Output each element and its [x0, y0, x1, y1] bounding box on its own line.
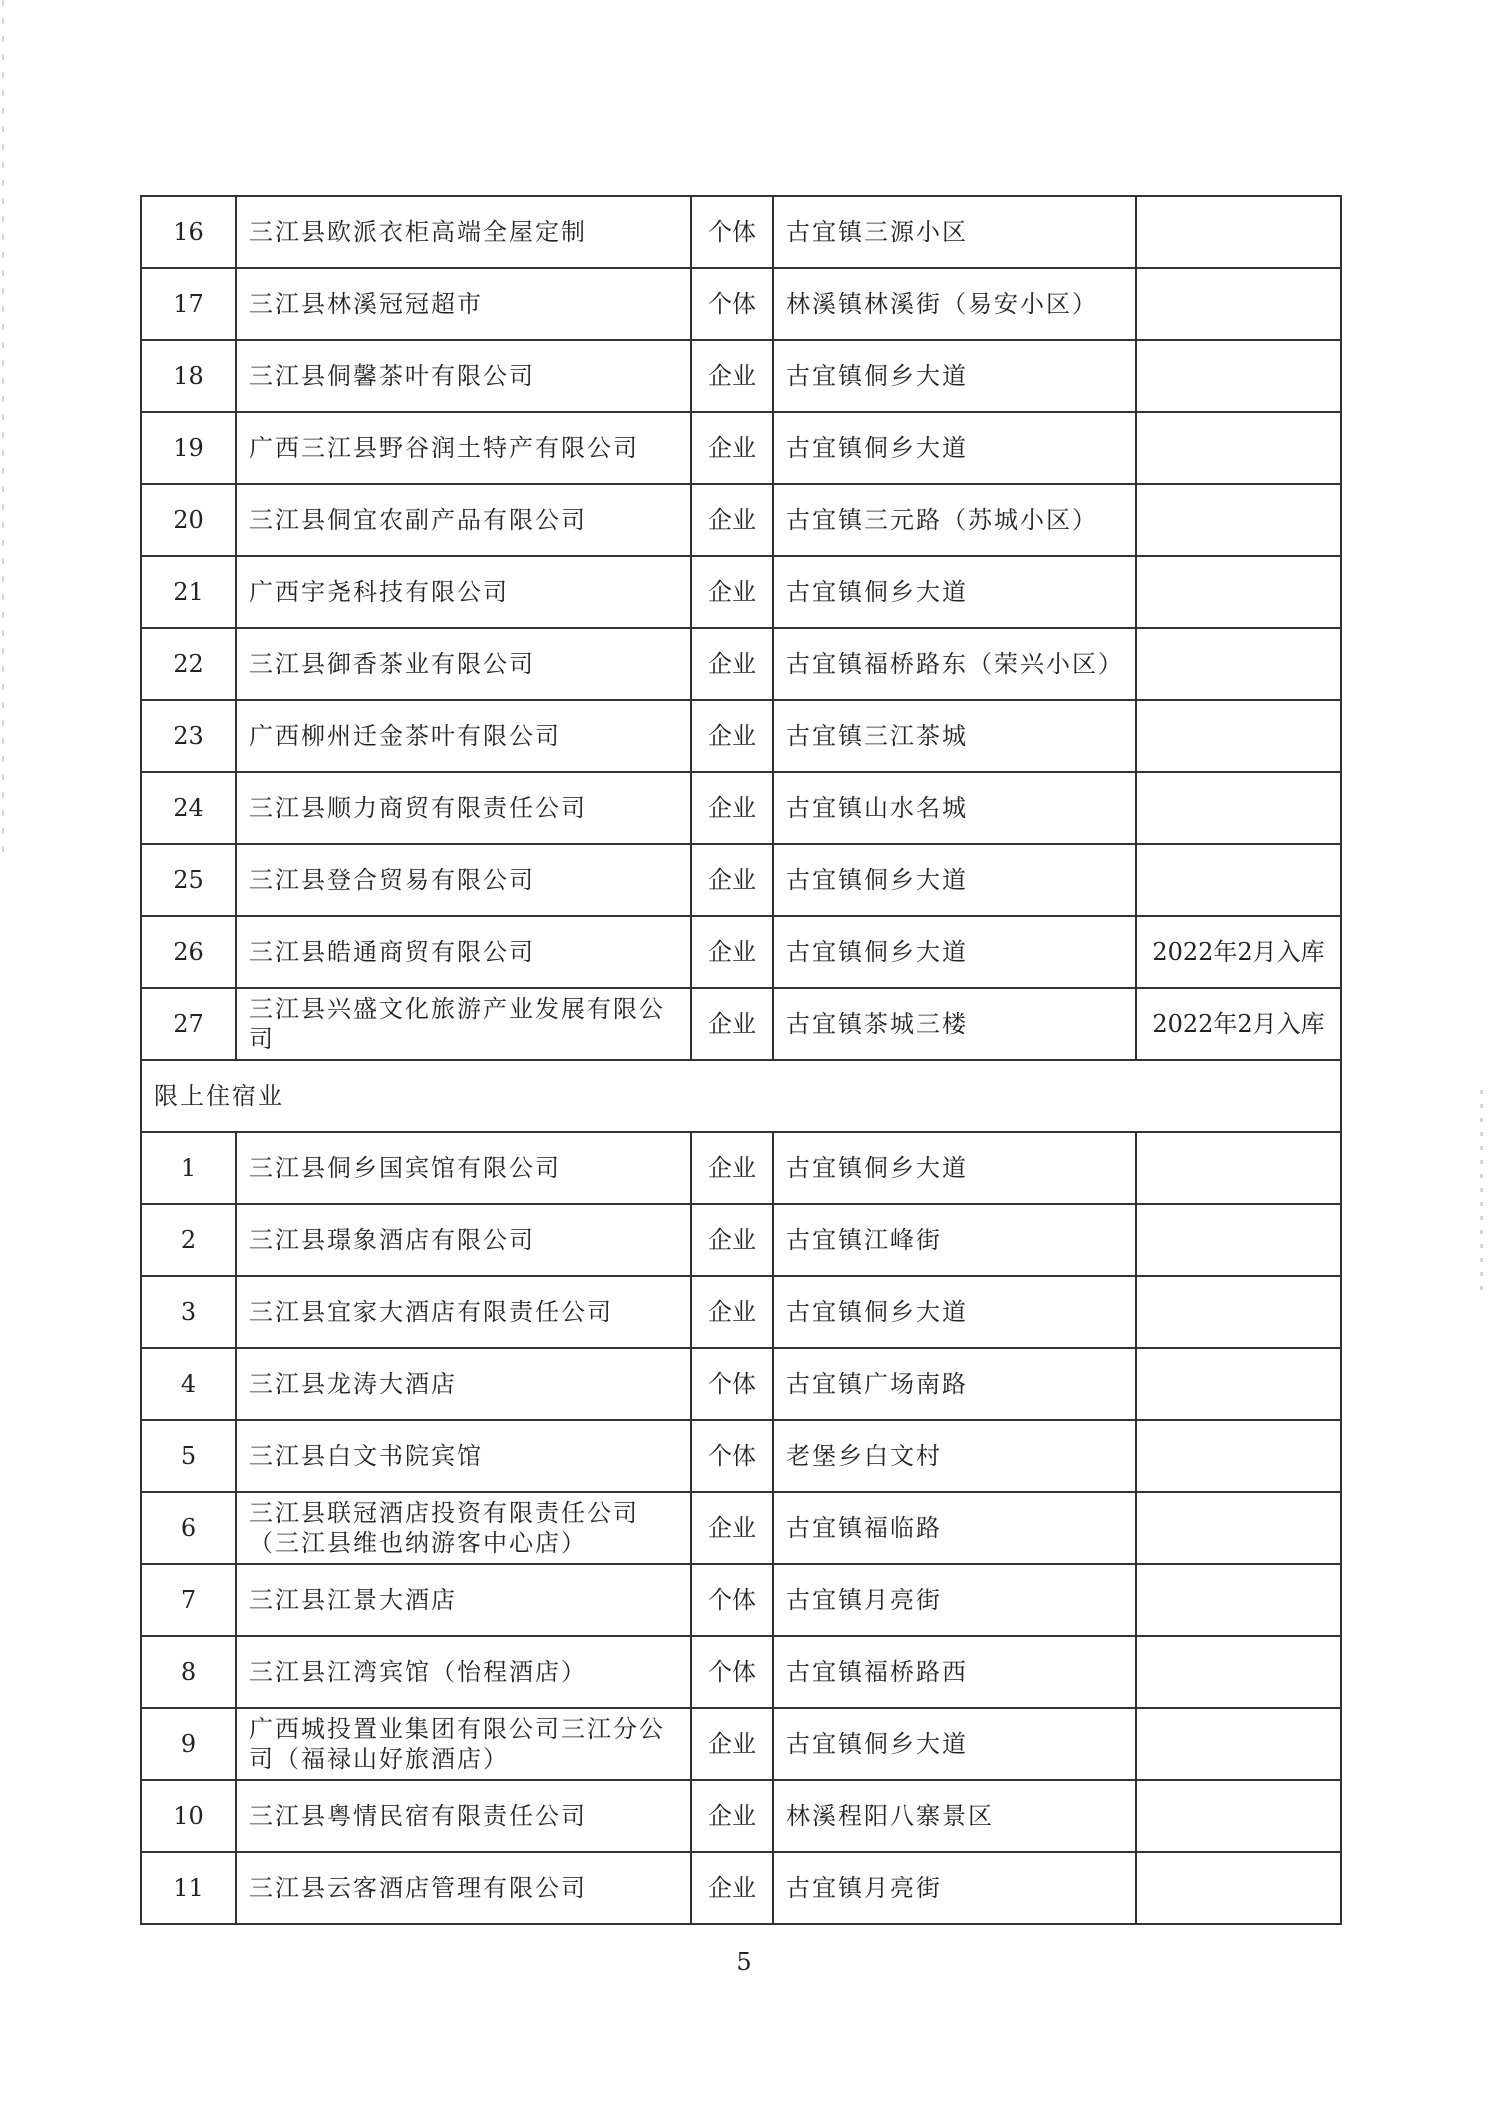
- row-note: [1136, 1420, 1341, 1492]
- row-note: [1136, 1276, 1341, 1348]
- row-number: 17: [141, 268, 236, 340]
- row-number: 18: [141, 340, 236, 412]
- entity-type: 企业: [691, 628, 773, 700]
- entity-type: 企业: [691, 1780, 773, 1852]
- row-note: [1136, 1204, 1341, 1276]
- company-name: 三江县璟象酒店有限公司: [236, 1204, 691, 1276]
- enterprise-table: [140, 195, 1342, 1925]
- company-name: 广西柳州迁金茶叶有限公司: [236, 700, 691, 772]
- company-name: 三江县皓通商贸有限公司: [236, 916, 691, 988]
- row-number: 4: [141, 1348, 236, 1420]
- row-note: [1136, 1564, 1341, 1636]
- table-row: [141, 988, 1341, 1060]
- entity-type: 企业: [691, 1204, 773, 1276]
- entity-type: 个体: [691, 1636, 773, 1708]
- row-note: 2022年2月入库: [1136, 988, 1341, 1060]
- company-address: 古宜镇侗乡大道: [773, 1132, 1136, 1204]
- section-header-row: [141, 1060, 1341, 1132]
- row-number: 11: [141, 1852, 236, 1924]
- row-number: 19: [141, 412, 236, 484]
- company-name: 三江县林溪冠冠超市: [236, 268, 691, 340]
- row-note: [1136, 1780, 1341, 1852]
- table-row: [141, 1492, 1341, 1564]
- entity-type: 企业: [691, 916, 773, 988]
- table-row: [141, 1420, 1341, 1492]
- company-address: 古宜镇侗乡大道: [773, 556, 1136, 628]
- row-number: 20: [141, 484, 236, 556]
- entity-type: 企业: [691, 1708, 773, 1780]
- company-address: 古宜镇侗乡大道: [773, 340, 1136, 412]
- row-note: [1136, 772, 1341, 844]
- entity-type: 个体: [691, 1564, 773, 1636]
- company-name: 广西城投置业集团有限公司三江分公司（福禄山好旅酒店）: [236, 1708, 691, 1780]
- entity-type: 企业: [691, 1852, 773, 1924]
- table-row: [141, 772, 1341, 844]
- row-note: [1136, 196, 1341, 268]
- table-row: [141, 700, 1341, 772]
- company-address: 古宜镇三源小区: [773, 196, 1136, 268]
- row-number: 26: [141, 916, 236, 988]
- section-title: 限上住宿业: [141, 1060, 1341, 1132]
- entity-type: 企业: [691, 700, 773, 772]
- scan-artifact-right: [1480, 1090, 1483, 1290]
- row-number: 24: [141, 772, 236, 844]
- row-number: 2: [141, 1204, 236, 1276]
- row-number: 10: [141, 1780, 236, 1852]
- row-number: 3: [141, 1276, 236, 1348]
- company-name: 三江县宜家大酒店有限责任公司: [236, 1276, 691, 1348]
- row-note: [1136, 1708, 1341, 1780]
- company-name: 广西宇尧科技有限公司: [236, 556, 691, 628]
- enterprise-table-body: [141, 196, 1341, 1924]
- scan-artifact-left: [2, 0, 4, 860]
- table-row: [141, 1132, 1341, 1204]
- entity-type: 企业: [691, 340, 773, 412]
- row-number: 23: [141, 700, 236, 772]
- company-address: 古宜镇侗乡大道: [773, 1708, 1136, 1780]
- table-row: [141, 340, 1341, 412]
- row-note: [1136, 628, 1341, 700]
- company-address: 古宜镇月亮街: [773, 1564, 1136, 1636]
- company-address: 老堡乡白文村: [773, 1420, 1136, 1492]
- row-note: [1136, 556, 1341, 628]
- row-note: [1136, 412, 1341, 484]
- company-name: 广西三江县野谷润土特产有限公司: [236, 412, 691, 484]
- company-address: 古宜镇广场南路: [773, 1348, 1136, 1420]
- company-address: 林溪程阳八寨景区: [773, 1780, 1136, 1852]
- entity-type: 企业: [691, 556, 773, 628]
- company-name: 三江县龙涛大酒店: [236, 1348, 691, 1420]
- company-name: 三江县联冠酒店投资有限责任公司（三江县维也纳游客中心店）: [236, 1492, 691, 1564]
- row-note: 2022年2月入库: [1136, 916, 1341, 988]
- row-note: [1136, 1636, 1341, 1708]
- row-note: [1136, 268, 1341, 340]
- row-note: [1136, 1132, 1341, 1204]
- entity-type: 企业: [691, 1492, 773, 1564]
- company-name: 三江县侗宜农副产品有限公司: [236, 484, 691, 556]
- company-address: 古宜镇福桥路西: [773, 1636, 1136, 1708]
- row-note: [1136, 1852, 1341, 1924]
- table-row: [141, 628, 1341, 700]
- company-address: 林溪镇林溪街（易安小区）: [773, 268, 1136, 340]
- company-address: 古宜镇福临路: [773, 1492, 1136, 1564]
- table-row: [141, 412, 1341, 484]
- company-name: 三江县白文书院宾馆: [236, 1420, 691, 1492]
- company-name: 三江县侗乡国宾馆有限公司: [236, 1132, 691, 1204]
- company-name: 三江县云客酒店管理有限公司: [236, 1852, 691, 1924]
- company-name: 三江县御香茶业有限公司: [236, 628, 691, 700]
- company-address: 古宜镇侗乡大道: [773, 1276, 1136, 1348]
- entity-type: 企业: [691, 1132, 773, 1204]
- company-address: 古宜镇侗乡大道: [773, 916, 1136, 988]
- entity-type: 企业: [691, 844, 773, 916]
- row-number: 22: [141, 628, 236, 700]
- row-number: 27: [141, 988, 236, 1060]
- table-row: [141, 1204, 1341, 1276]
- company-name: 三江县江湾宾馆（怡程酒店）: [236, 1636, 691, 1708]
- company-address: 古宜镇山水名城: [773, 772, 1136, 844]
- company-address: 古宜镇侗乡大道: [773, 412, 1136, 484]
- table-row: [141, 1708, 1341, 1780]
- row-note: [1136, 1348, 1341, 1420]
- entity-type: 个体: [691, 268, 773, 340]
- company-name: 三江县登合贸易有限公司: [236, 844, 691, 916]
- entity-type: 企业: [691, 1276, 773, 1348]
- row-number: 7: [141, 1564, 236, 1636]
- table-row: [141, 1564, 1341, 1636]
- entity-type: 企业: [691, 484, 773, 556]
- company-address: 古宜镇侗乡大道: [773, 844, 1136, 916]
- table-row: [141, 1348, 1341, 1420]
- company-name: 三江县欧派衣柜高端全屋定制: [236, 196, 691, 268]
- company-name: 三江县粤情民宿有限责任公司: [236, 1780, 691, 1852]
- company-address: 古宜镇茶城三楼: [773, 988, 1136, 1060]
- table-row: [141, 196, 1341, 268]
- entity-type: 企业: [691, 988, 773, 1060]
- company-name: 三江县江景大酒店: [236, 1564, 691, 1636]
- row-note: [1136, 700, 1341, 772]
- company-address: 古宜镇三江茶城: [773, 700, 1136, 772]
- table-row: [141, 1276, 1341, 1348]
- table-row: [141, 1780, 1341, 1852]
- row-number: 21: [141, 556, 236, 628]
- entity-type: 企业: [691, 772, 773, 844]
- table-row: [141, 1636, 1341, 1708]
- company-name: 三江县顺力商贸有限责任公司: [236, 772, 691, 844]
- company-name: 三江县侗馨茶叶有限公司: [236, 340, 691, 412]
- row-number: 9: [141, 1708, 236, 1780]
- row-number: 5: [141, 1420, 236, 1492]
- company-address: 古宜镇福桥路东（荣兴小区）: [773, 628, 1136, 700]
- row-number: 16: [141, 196, 236, 268]
- company-name: 三江县兴盛文化旅游产业发展有限公司: [236, 988, 691, 1060]
- row-note: [1136, 484, 1341, 556]
- table-row: [141, 484, 1341, 556]
- row-note: [1136, 1492, 1341, 1564]
- row-number: 1: [141, 1132, 236, 1204]
- company-address: 古宜镇月亮街: [773, 1852, 1136, 1924]
- entity-type: 企业: [691, 412, 773, 484]
- table-row: [141, 916, 1341, 988]
- row-number: 25: [141, 844, 236, 916]
- table-row: [141, 268, 1341, 340]
- row-note: [1136, 340, 1341, 412]
- table-row: [141, 556, 1341, 628]
- company-address: 古宜镇三元路（苏城小区）: [773, 484, 1136, 556]
- entity-type: 个体: [691, 196, 773, 268]
- table-row: [141, 1852, 1341, 1924]
- entity-type: 个体: [691, 1420, 773, 1492]
- entity-type: 个体: [691, 1348, 773, 1420]
- row-number: 8: [141, 1636, 236, 1708]
- table-row: [141, 844, 1341, 916]
- row-note: [1136, 844, 1341, 916]
- page-number: 5: [736, 1948, 752, 1976]
- row-number: 6: [141, 1492, 236, 1564]
- company-address: 古宜镇江峰街: [773, 1204, 1136, 1276]
